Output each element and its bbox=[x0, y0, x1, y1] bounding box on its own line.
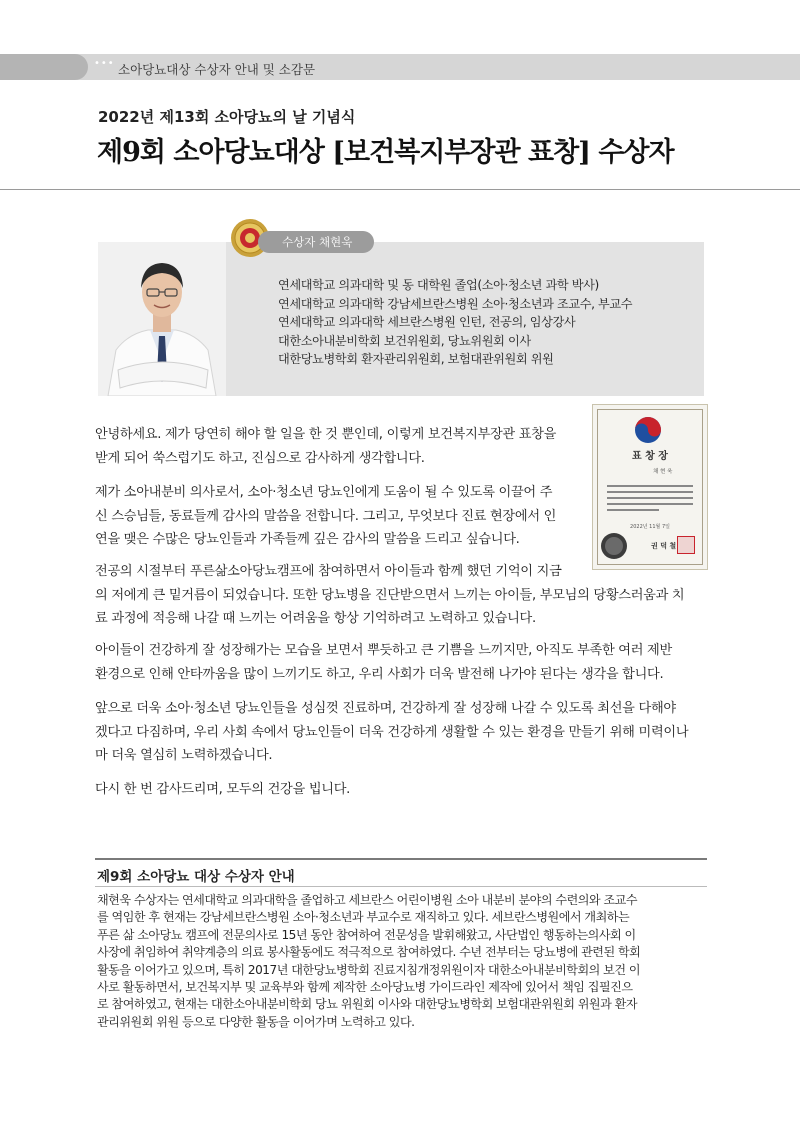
certificate-seal-icon bbox=[599, 531, 629, 561]
career-list bbox=[278, 276, 632, 369]
speech-line: 전공의 시절부터 푸른삶소아당뇨캠프에 참여하면서 아이들과 함께 했던 기억이 지금 bbox=[95, 564, 562, 579]
speech-line: 연을 맺은 수많은 당뇨인들과 가족들께 깊은 감사의 말씀을 드리고 싶습니다. bbox=[95, 532, 520, 548]
speech-paragraph bbox=[95, 423, 556, 470]
speech-line: 앞으로 더욱 소아·청소년 당뇨인들을 성심껏 진료하며, 건강하게 잘 성장해 나갈 수 있도록 최선을 다해야 bbox=[95, 701, 676, 716]
speech-paragraph bbox=[95, 697, 688, 768]
certificate-recipient: 채 현 욱 bbox=[653, 469, 673, 475]
page-title: 제9회 소아당뇨대상 [보건복지부장관 표창] 수상자 bbox=[97, 137, 674, 168]
speech-line: 의 저에게 큰 밑거름이 되었습니다. 또한 당뇨병을 진단받으면서 느끼는 아이들, 부모님의 당황스러움과 치 bbox=[95, 587, 685, 603]
guide-line: 채현욱 수상자는 연세대학교 의과대학을 졸업하고 세브란스 어린이병원 소아 내분비 분야의 수련의와 조교수 bbox=[97, 893, 638, 907]
career-item: 대한당뇨병학회 환자관리위원회, 보험대관위원회 위원 bbox=[278, 352, 554, 367]
career-item: 연세대학교 의과대학 세브란스병원 인턴, 전공의, 임상강사 bbox=[278, 315, 576, 330]
speech-paragraph bbox=[95, 778, 350, 802]
speech-line: 료 과정에 적응해 나갈 때 느끼는 어려움을 항상 기억하려고 노력하고 있습니다. bbox=[95, 611, 536, 627]
speech-line: 환경으로 인해 안타까움을 많이 느끼기도 하고, 우리 사회가 더욱 발전해 나가야 된다는 생각을 합니다. bbox=[95, 666, 664, 682]
speech-line: 겠다고 다짐하며, 우리 사회 속에서 당뇨인들이 더욱 건강하게 생활할 수 있는 환경을 만들기 위해 미력이나 bbox=[95, 724, 689, 740]
person-photo bbox=[98, 242, 226, 396]
red-stamp-icon bbox=[677, 536, 695, 554]
speech-line: 안녕하세요. 제가 당연히 해야 할 일을 한 것 뿐인데, 이렇게 보건복지부장관 표창을 bbox=[95, 427, 557, 442]
section-title: 소아당뇨대상 수상자 안내 및 소감문 bbox=[118, 62, 316, 77]
guide-line: 를 역임한 후 현재는 강남세브란스병원 소아·청소년과 부교수로 재직하고 있다. 세브란스병원에서 개최하는 bbox=[97, 910, 630, 925]
guide-line: 사장에 취임하여 취약계층의 의료 봉사활동에도 적극적으로 참여하였다. 수년 전부터는 당뇨병에 관련된 학회 bbox=[97, 945, 641, 960]
title-divider bbox=[0, 189, 800, 190]
speech-line: 아이들이 건강하게 잘 성장해가는 모습을 보면서 뿌듯하고 큰 기쁨을 느끼지만, 아직도 부족한 여러 제반 bbox=[95, 643, 672, 658]
guide-line: 활동을 이어가고 있으며, 특히 2017년 대한당뇨병학회 진료지침개정위원이자 대한소아내분비학회의 보건 이 bbox=[97, 962, 641, 977]
speech-line: 마 더욱 열심히 노력하겠습니다. bbox=[95, 748, 273, 764]
speech-paragraph bbox=[95, 481, 556, 552]
guide-line: 로 참여하였고, 현재는 대한소아내분비학회 당뇨 위원회 이사와 대한당뇨병학회 보험대관위원회 위원과 환자 bbox=[97, 997, 638, 1012]
guide-line: 푸른 삶 소아당뇨 캠프에 전문의사로 15년 동안 참여하여 전문성을 발휘해왔고, 사단법인 행동하는의사회 이 bbox=[97, 927, 636, 942]
career-item: 연세대학교 의과대학 및 동 대학원 졸업(소아·청소년 과학 박사) bbox=[278, 278, 599, 292]
guide-divider bbox=[95, 858, 707, 860]
speech-line: 받게 되어 쑥스럽기도 하고, 진심으로 감사하게 생각합니다. bbox=[95, 450, 425, 466]
speech-paragraph bbox=[95, 639, 672, 686]
certificate-image bbox=[592, 404, 708, 570]
certificate-date: 2022년 11월 7일 bbox=[630, 524, 670, 530]
guide-paragraph bbox=[97, 892, 709, 1031]
career-item: 대한소아내분비학회 보건위원회, 당뇨위원회 이사 bbox=[278, 333, 531, 348]
taegeuk-emblem-icon bbox=[633, 415, 663, 445]
certificate-title: 표 창 장 bbox=[632, 451, 668, 462]
guide-line: 사로 활동하면서, 보건복지부 및 교육부와 함께 제작한 소아당뇨병 가이드라인 제작에 있어서 책임 집필진으 bbox=[97, 980, 633, 995]
speech-line: 제가 소아내분비 의사로서, 소아·청소년 당뇨인에게 도움이 될 수 있도록 이끌어 주 bbox=[95, 485, 553, 500]
speech-line: 신 스승님들, 동료들께 감사의 말씀을 전합니다. 그리고, 무엇보다 진료 현장에서 인 bbox=[95, 508, 557, 524]
certificate-body-lines bbox=[607, 481, 693, 515]
header-dots: ••• bbox=[94, 58, 115, 69]
speech-paragraph bbox=[95, 560, 684, 631]
guide-title: 제9회 소아당뇨 대상 수상자 안내 bbox=[97, 869, 295, 885]
career-item: 연세대학교 의과대학 강남세브란스병원 소아·청소년과 조교수, 부교수 bbox=[278, 296, 633, 311]
recipient-name-badge: 수상자 채현욱 bbox=[258, 231, 374, 253]
guide-title-underline bbox=[95, 886, 707, 887]
guide-line: 관리위원회 위원 등으로 다양한 활동을 이어가며 노력하고 있다. bbox=[97, 1014, 415, 1029]
page-subtitle: 2022년 제13회 소아당뇨의 날 기념식 bbox=[98, 108, 356, 126]
speech-line: 다시 한 번 감사드리며, 모두의 건강을 빕니다. bbox=[95, 782, 351, 797]
section-header-tab bbox=[0, 54, 88, 80]
certificate-signature: 권 덕 철 bbox=[651, 542, 677, 550]
